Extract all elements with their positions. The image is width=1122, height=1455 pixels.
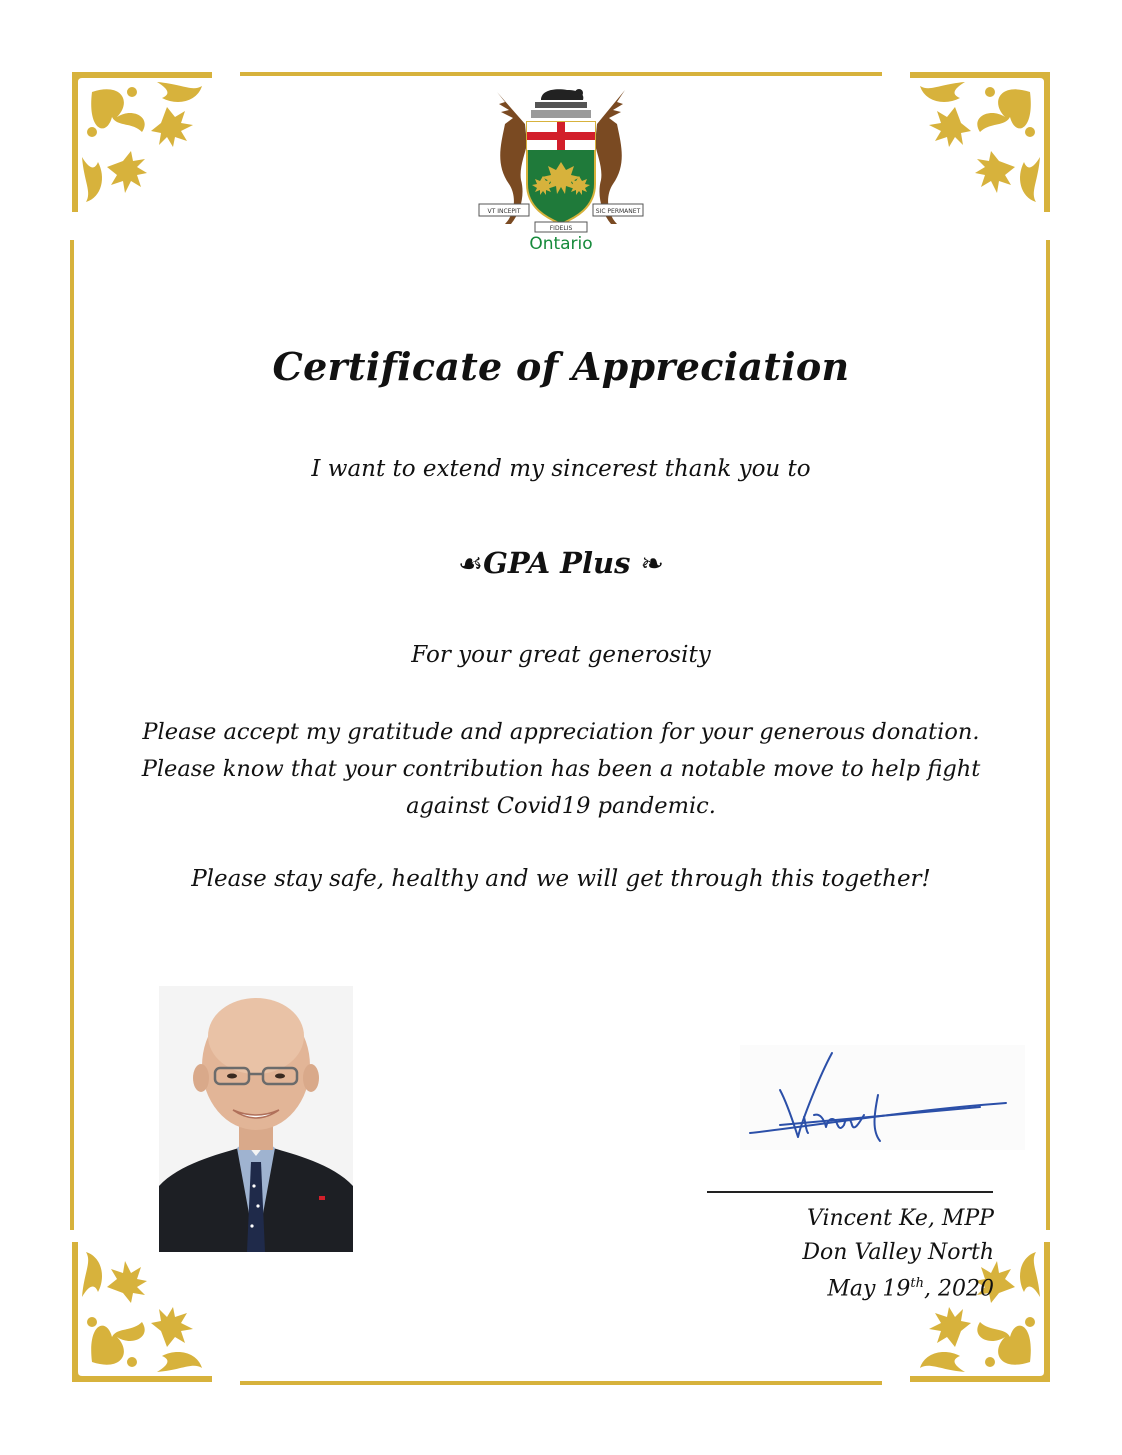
signature-line (707, 1191, 993, 1193)
intro-text: I want to extend my sincerest thank you to (311, 456, 811, 482)
date-year: , 2020 (924, 1276, 994, 1302)
reason-text: For your great generosity (411, 642, 711, 668)
bottom-border-line (240, 1381, 882, 1385)
recipient-name: GPA Plus (483, 546, 631, 580)
paragraph-line: Please know that your contribution has been a notable move to help fight (141, 756, 981, 782)
handwritten-signature (740, 1045, 1025, 1150)
ornament-right-icon: ❧ (640, 547, 664, 580)
ornament-left-icon: ☙ (458, 547, 484, 580)
ontario-label: Ontario (529, 234, 593, 254)
date-ordinal-suffix: th (910, 1276, 925, 1291)
top-border-line (240, 72, 882, 76)
corner-ornament-bottom-left (62, 1232, 222, 1392)
corner-ornament-top-right (900, 62, 1060, 222)
motto-left-text: VT INCEPIT (487, 208, 521, 215)
recipient-line (0, 546, 1122, 580)
signature-date (827, 1276, 994, 1301)
portrait-photo (159, 986, 353, 1252)
corner-ornament-top-left (62, 62, 222, 222)
signer-name: Vincent Ke, MPP (806, 1206, 994, 1231)
certificate-title: Certificate of Appreciation (272, 344, 850, 389)
signer-riding: Don Valley North (802, 1240, 994, 1265)
paragraph-line: against Covid19 pandemic. (406, 793, 716, 819)
motto-right-text: SIC PERMANET (595, 208, 641, 215)
closing-text: Please stay safe, healthy and we will get through this together! (191, 866, 931, 892)
motto-center-text: FIDELIS (549, 225, 573, 232)
appreciation-paragraph (0, 714, 1122, 825)
paragraph-line: Please accept my gratitude and appreciation for your generous donation. (142, 719, 980, 745)
date-prefix: May 19 (827, 1276, 911, 1302)
